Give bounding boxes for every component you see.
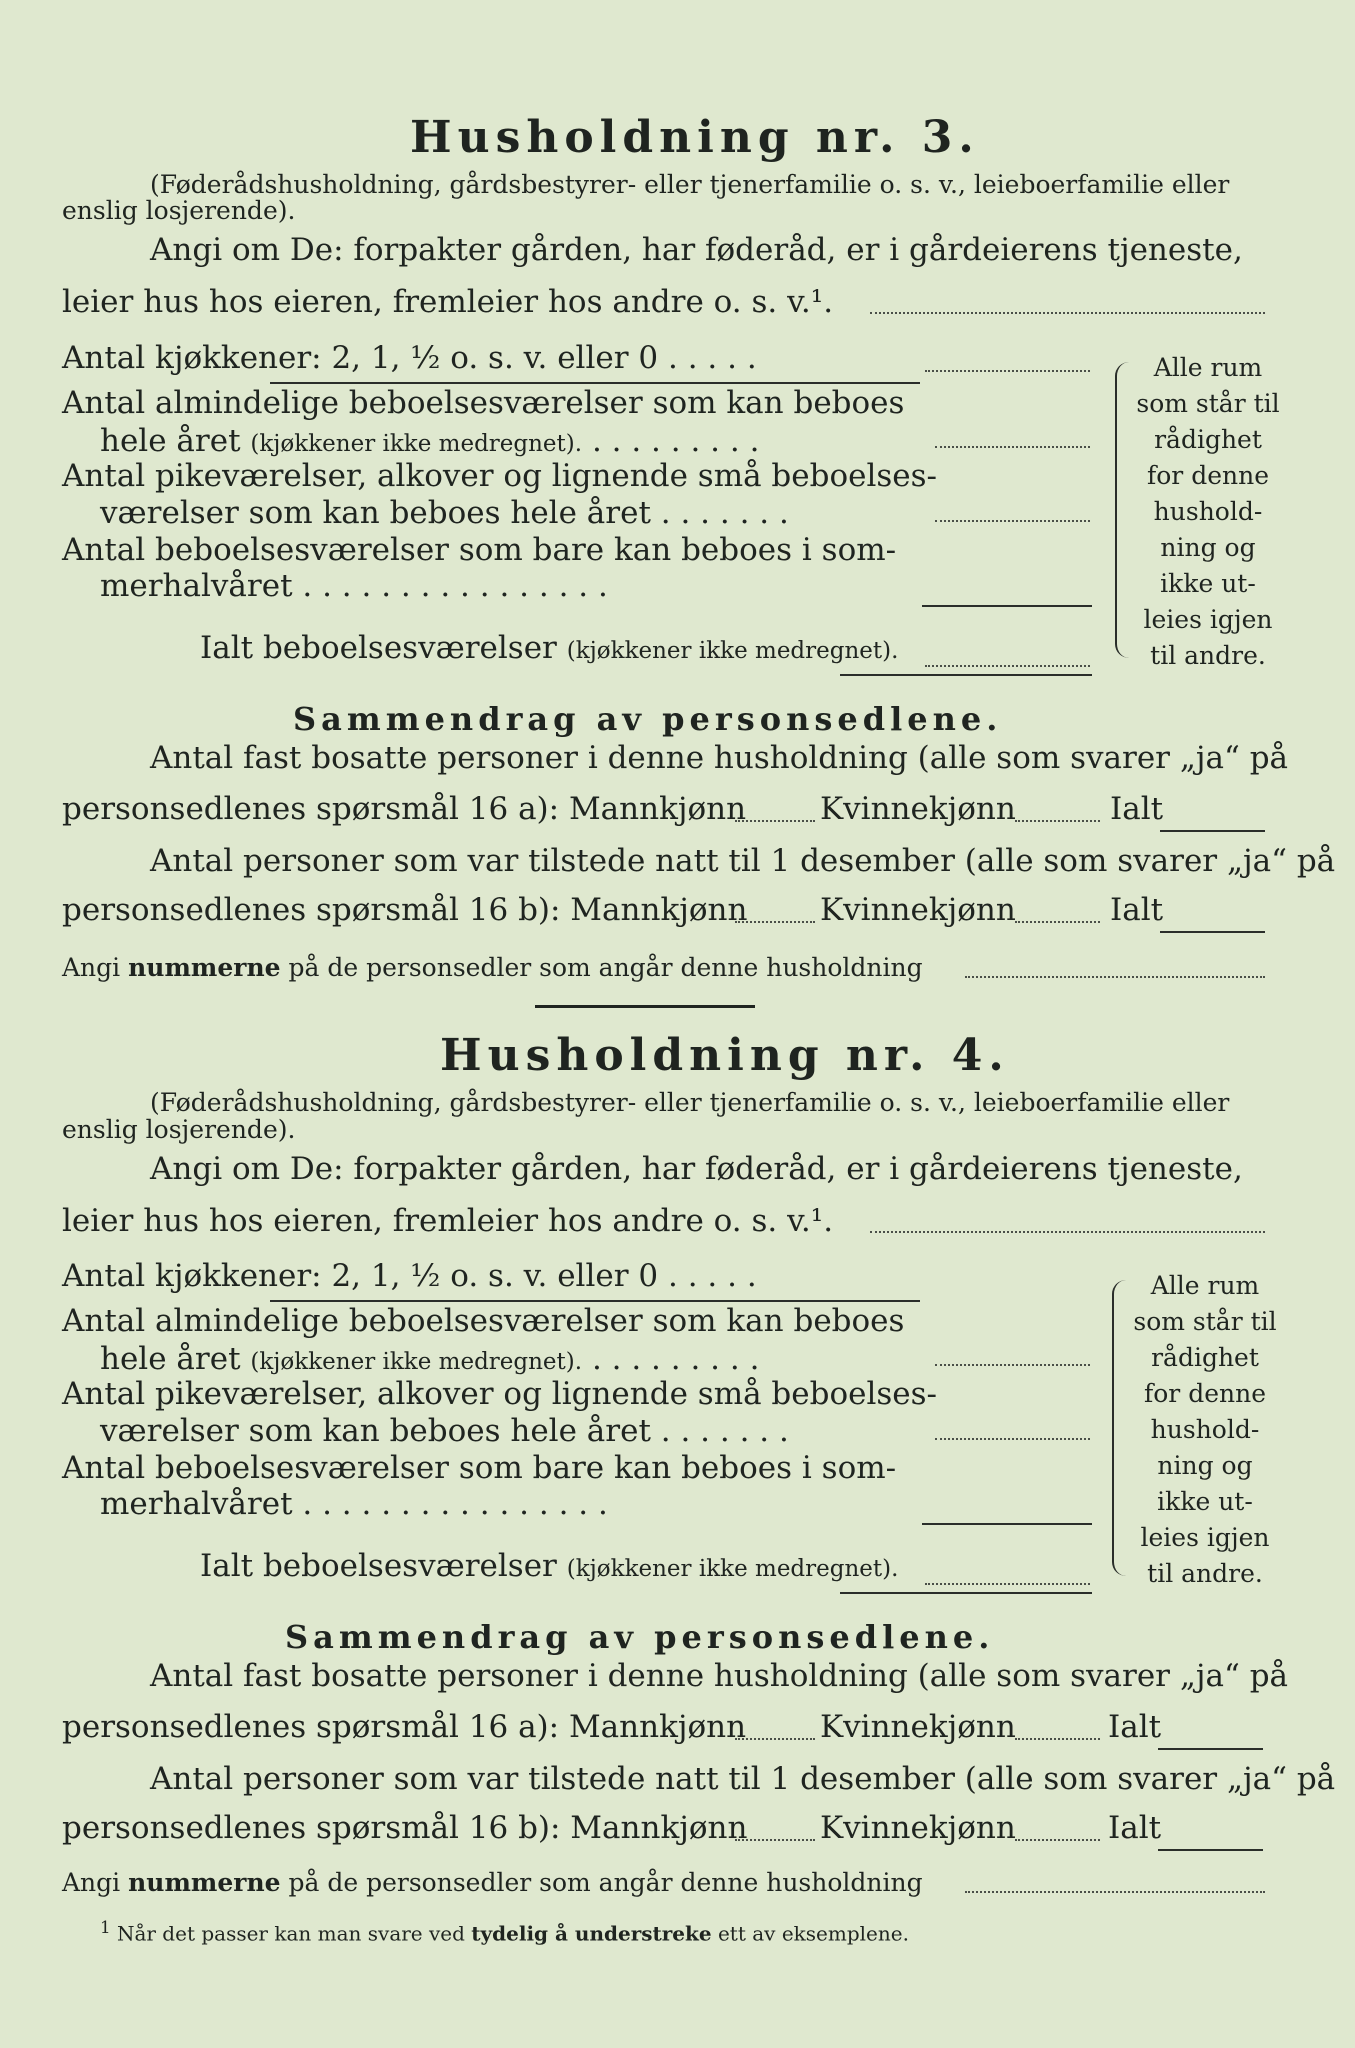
household-4-common-rooms-label-1: Antal almindelige beboelsesværelser som kan beboes (62, 1303, 905, 1339)
household-3-kitchens-field[interactable] (925, 370, 1090, 372)
household-4-resident-male-field[interactable] (735, 1738, 815, 1740)
household-3-angi-line-2: leier hus hos eieren, fremleier hos andre o. s. v.¹. (62, 284, 834, 320)
household-4-summer-rooms-label-1: Antal beboelsesværelser som bare kan beboes i som- (62, 1450, 897, 1486)
household-3-common-rooms-label-2: hele året (kjøkkener ikke medregnet). . . . . . . . . . (100, 423, 760, 459)
household-3-kitchens-label: Antal kjøkkener: 2, 1, ½ o. s. v. eller 0 . . . . . (62, 340, 757, 376)
household-3-total-rooms-field[interactable] (925, 665, 1090, 667)
household-4-maid-rooms-label-2: værelser som kan beboes hele året . . . . . . . (100, 1413, 789, 1449)
household-4-maid-rooms-label-1: Antal pikeværelser, alkover og lignende små beboelses- (62, 1376, 938, 1412)
footnote-text-a: Når det passer kan man svare ved (116, 1921, 465, 1946)
household-4-common-rooms-label-2: hele året (kjøkkener ikke medregnet). . . . . . . . . . (100, 1341, 760, 1377)
household-3-subtitle-1: (Føderådshusholdning, gårdsbestyrer- eller tjenerfamilie o. s. v., leieboerfamilie eller (150, 170, 1230, 199)
household-4-angi-field[interactable] (870, 1231, 1265, 1233)
underline-rule (270, 382, 920, 384)
household-3-angi-line-1: Angi om De: forpakter gården, har føderåd, er i gårdeierens tjeneste, (150, 232, 1243, 268)
household-4-kitchens-label: Antal kjøkkener: 2, 1, ½ o. s. v. eller 0 . . . . . (62, 1258, 757, 1294)
household-3-resident-total-field[interactable] (1160, 830, 1265, 832)
household-4-title: Husholdning nr. 4. (440, 1030, 1010, 1081)
household-4-angi-line-2: leier hus hos eieren, fremleier hos andre o. s. v.¹. (62, 1203, 834, 1239)
household-3-numbers-c: på de personsedler som angår denne husholdning (288, 953, 923, 982)
household-3-maid-rooms-label-1: Antal pikeværelser, alkover og lignende små beboelses- (62, 458, 938, 494)
household-4-present-line-1: Antal personer som var tilstede natt til 1 desember (alle som svarer „ja“ på (150, 1761, 1336, 1797)
household-3-summer-rooms-label-1: Antal beboelsesværelser som bare kan beboes i som- (62, 532, 897, 568)
household-4-numbers-field[interactable] (965, 1891, 1265, 1893)
household-3-resident-male-field[interactable] (735, 820, 815, 822)
household-3-present-line-1: Antal personer som var tilstede natt til 1 desember (alle som svarer „ja“ på (150, 843, 1336, 879)
household-3-present-total-label: Ialt (1110, 892, 1164, 928)
household-4-numbers-b: nummerne (128, 1868, 281, 1897)
household-3-present-male-field[interactable] (735, 921, 815, 923)
household-3-subtitle-2: enslig losjerende). (62, 196, 296, 225)
household-4-resident-female-label: Kvinnekjønn (820, 1709, 1016, 1745)
household-4-angi-line-1: Angi om De: forpakter gården, har føderåd, er i gårdeierens tjeneste, (150, 1151, 1243, 1187)
underline-rule (840, 674, 1092, 676)
footnote-mark: 1 (100, 1918, 111, 1937)
household-3-summer-rooms-field[interactable] (922, 605, 1092, 607)
household-4-total-rooms-main: Ialt beboelsesværelser (200, 1548, 557, 1584)
household-4-resident-total-label: Ialt (1108, 1709, 1162, 1745)
household-3-present-female-field[interactable] (1015, 921, 1100, 923)
household-3-common-rooms-label-2-note: (kjøkkener ikke medregnet). (250, 431, 583, 457)
household-3-total-rooms-label (200, 630, 898, 666)
household-3-resident-female-field[interactable] (1015, 820, 1100, 822)
household-3-present-female-label: Kvinnekjønn (820, 892, 1016, 928)
household-4-present-total-label: Ialt (1108, 1810, 1162, 1846)
household-3-numbers-b: nummerne (128, 953, 281, 982)
household-4-total-rooms-label (200, 1548, 898, 1584)
brace-icon (1112, 1280, 1128, 1576)
household-3-common-rooms-label-1: Antal almindelige beboelsesværelser som kan beboes (62, 385, 905, 421)
household-3-summary-heading: Sammendrag av personsedlene. (293, 700, 1003, 738)
household-4-present-female-label: Kvinnekjønn (820, 1810, 1016, 1846)
footnote-text-c: ett av eksemplene. (717, 1921, 909, 1946)
household-3-total-rooms-note: (kjøkkener ikke medregnet). (566, 638, 899, 664)
household-4-subtitle-1: (Føderådshusholdning, gårdsbestyrer- eller tjenerfamilie o. s. v., leieboerfamilie eller (150, 1088, 1230, 1117)
household-4-total-rooms-note: (kjøkkener ikke medregnet). (566, 1556, 899, 1582)
household-4-common-rooms-label-2-main: hele året (100, 1341, 241, 1377)
section-divider (535, 1005, 755, 1008)
household-3-resident-female-label: Kvinnekjønn (820, 791, 1016, 827)
household-4-numbers-a: Angi (62, 1868, 121, 1897)
household-3-numbers-field[interactable] (965, 976, 1265, 978)
household-3-angi-field[interactable] (870, 312, 1265, 314)
household-3-numbers-a: Angi (62, 953, 121, 982)
household-4-resident-line-1: Antal fast bosatte personer i denne husholdning (alle som svarer „ja“ på (150, 1658, 1289, 1694)
household-3-title: Husholdning nr. 3. (410, 112, 980, 163)
footnote-text-b: tydelig å understreke (471, 1921, 712, 1946)
household-4-summary-heading: Sammendrag av personsedlene. (285, 1618, 995, 1656)
household-4-present-total-field[interactable] (1158, 1849, 1263, 1851)
household-4-present-male-field[interactable] (735, 1839, 815, 1841)
household-3-summer-rooms-label-2: merhalvåret . . . . . . . . . . . . . . . . (100, 568, 608, 604)
household-4-numbers-c: på de personsedler som angår denne husholdning (288, 1868, 923, 1897)
household-4-resident-female-field[interactable] (1015, 1738, 1100, 1740)
household-3-present-line-2: personsedlenes spørsmål 16 b): Mannkjønn (62, 892, 748, 928)
household-4-maid-rooms-field[interactable] (935, 1438, 1090, 1440)
household-4-total-rooms-field[interactable] (925, 1583, 1090, 1585)
household-4-present-line-2: personsedlenes spørsmål 16 b): Mannkjønn (62, 1810, 748, 1846)
household-4-numbers-label (62, 1868, 923, 1897)
household-4-summer-rooms-label-2: merhalvåret . . . . . . . . . . . . . . . . (100, 1486, 608, 1522)
household-3-resident-total-label: Ialt (1110, 791, 1164, 827)
household-4-resident-total-field[interactable] (1158, 1748, 1263, 1750)
brace-icon (1115, 362, 1131, 658)
household-4-summer-rooms-field[interactable] (922, 1523, 1092, 1525)
household-3-maid-rooms-field[interactable] (935, 520, 1090, 522)
underline-rule (270, 1300, 920, 1302)
household-3-side-note: Alle rum som står til rådighet for denne hushold-ning og ikke ut-leies igjen til andre. (1136, 353, 1280, 670)
household-4-side-note: Alle rum som står til rådighet for denne hushold-ning og ikke ut-leies igjen til andre. (1133, 1271, 1277, 1588)
footnote (100, 1918, 909, 1946)
household-4-resident-line-2: personsedlenes spørsmål 16 a): Mannkjønn (62, 1709, 747, 1745)
household-4-common-rooms-label-2-note: (kjøkkener ikke medregnet). (250, 1349, 583, 1375)
household-3-maid-rooms-label-2: værelser som kan beboes hele året . . . . . . . (100, 495, 789, 531)
underline-rule (840, 1592, 1092, 1594)
household-4-present-female-field[interactable] (1015, 1839, 1100, 1841)
household-3-common-rooms-label-2-main: hele året (100, 423, 241, 459)
household-3-resident-line-2: personsedlenes spørsmål 16 a): Mannkjønn (62, 791, 747, 827)
household-3-common-rooms-field[interactable] (935, 446, 1090, 448)
household-4-subtitle-2: enslig losjerende). (62, 1115, 296, 1144)
household-3-present-total-field[interactable] (1160, 931, 1265, 933)
household-3-resident-line-1: Antal fast bosatte personer i denne husholdning (alle som svarer „ja“ på (150, 740, 1289, 776)
household-3-numbers-label (62, 953, 923, 982)
household-4-common-rooms-field[interactable] (935, 1364, 1090, 1366)
household-3-total-rooms-main: Ialt beboelsesværelser (200, 630, 557, 666)
